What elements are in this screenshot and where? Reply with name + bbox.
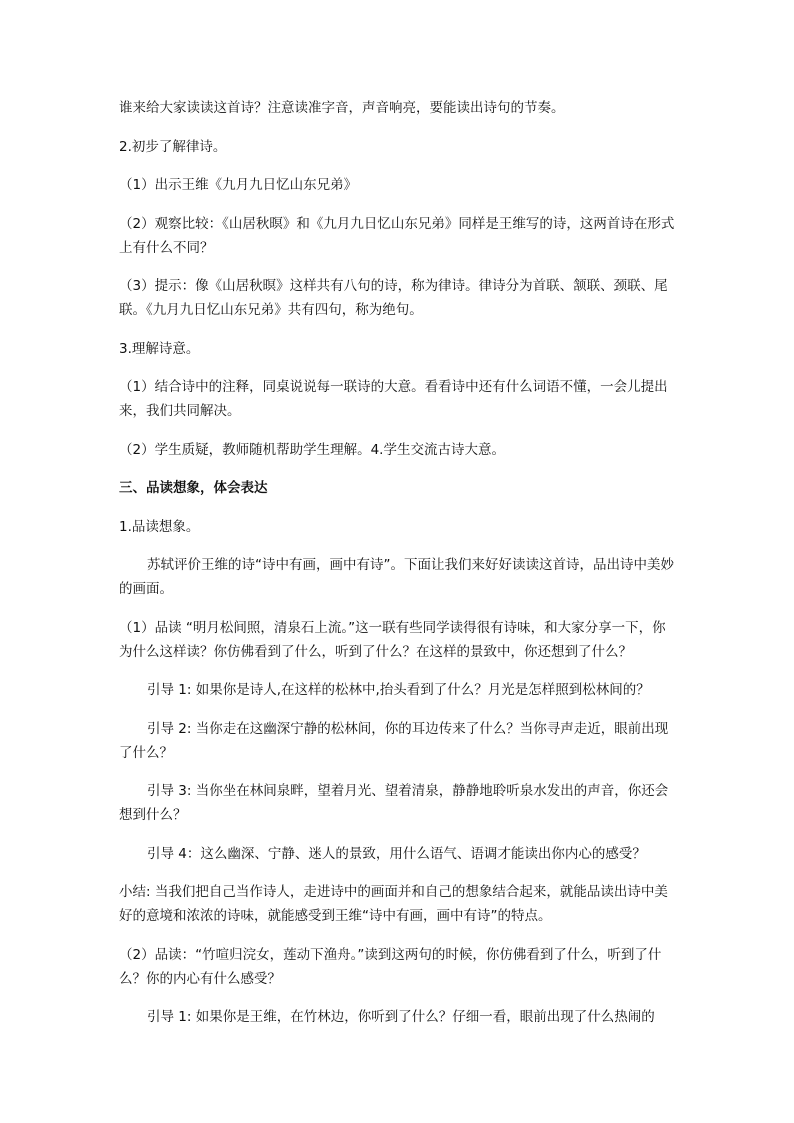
paragraph: 2.初步了解律诗。	[119, 138, 227, 155]
paragraph: （1）出示王维《九月九日忆山东兄弟》	[119, 177, 358, 193]
paragraph: 3.理解诗意。	[119, 340, 200, 357]
paragraph: 引导 3: 当你坐在林间泉畔，望着月光、望着清泉，静静地聆听泉水发出的声音，你还会想到什么？	[119, 783, 669, 823]
document-body	[119, 96, 679, 1044]
paragraph: 引导 4：这么幽深、宁静、迷人的景致，用什么语气、语调才能读出你内心的感受？	[147, 845, 646, 862]
paragraph: 谁来给大家读读这首诗？注意读准字音，声音响亮，要能读出诗句的节奏。	[119, 100, 565, 116]
section-heading: 三、品读想象，体会表达	[119, 480, 268, 496]
paragraph: 1.品读想象。	[119, 518, 200, 535]
paragraph: （1）品读 “明月松间照，清泉石上流。”这一联有些同学读得很有诗味，和大家分享一下，你为什么这样读？你仿佛看到了什么，听到了什么？在这样的景致中，你还想到了什么？	[119, 619, 666, 660]
paragraph: 引导 1: 如果你是王维，在竹林边，你听到了什么？仔细一看，眼前出现了什么热闹的	[147, 1009, 655, 1025]
paragraph: （3）提示：像《山居秋暝》这样共有八句的诗，称为律诗。律诗分为首联、颔联、颈联、尾联。《九月九日忆山东兄弟》共有四句，称为绝句。	[119, 278, 668, 318]
paragraph: 苏轼评价王维的诗“诗中有画，画中有诗”。下面让我们来好好读读这首诗，品出诗中美妙的画面。	[119, 557, 674, 597]
paragraph: 引导 2: 当你走在这幽深宁静的松林间，你的耳边传来了什么？当你寻声走近，眼前出现了什么？	[119, 720, 669, 761]
paragraph: 小结: 当我们把自己当作诗人，走进诗中的画面并和自己的想象结合起来，就能品读出诗中美好的意境和浓浓的诗味，就能感受到王维“诗中有画，画中有诗”的特点。	[119, 884, 668, 924]
paragraph: （2）品读：“竹喧归浣女，莲动下渔舟。”读到这两句的时候，你仿佛看到了什么，听到了什么？你的内心有什么感受？	[119, 946, 662, 987]
paragraph: 引导 1: 如果你是诗人,在这样的松林中,抬头看到了什么？月光是怎样照到松林间的？	[147, 682, 650, 698]
paragraph: （2）学生质疑，教师随机帮助学生理解。4.学生交流古诗大意。	[119, 441, 505, 458]
paragraph: （2）观察比较：《山居秋暝》和《九月九日忆山东兄弟》同样是王维写的诗，这两首诗在形式上有什么不同？	[119, 215, 675, 256]
paragraph: （1）结合诗中的注释，同桌说说每一联诗的大意。看看诗中还有什么词语不懂，一会儿提出来，我们共同解决。	[119, 379, 668, 419]
